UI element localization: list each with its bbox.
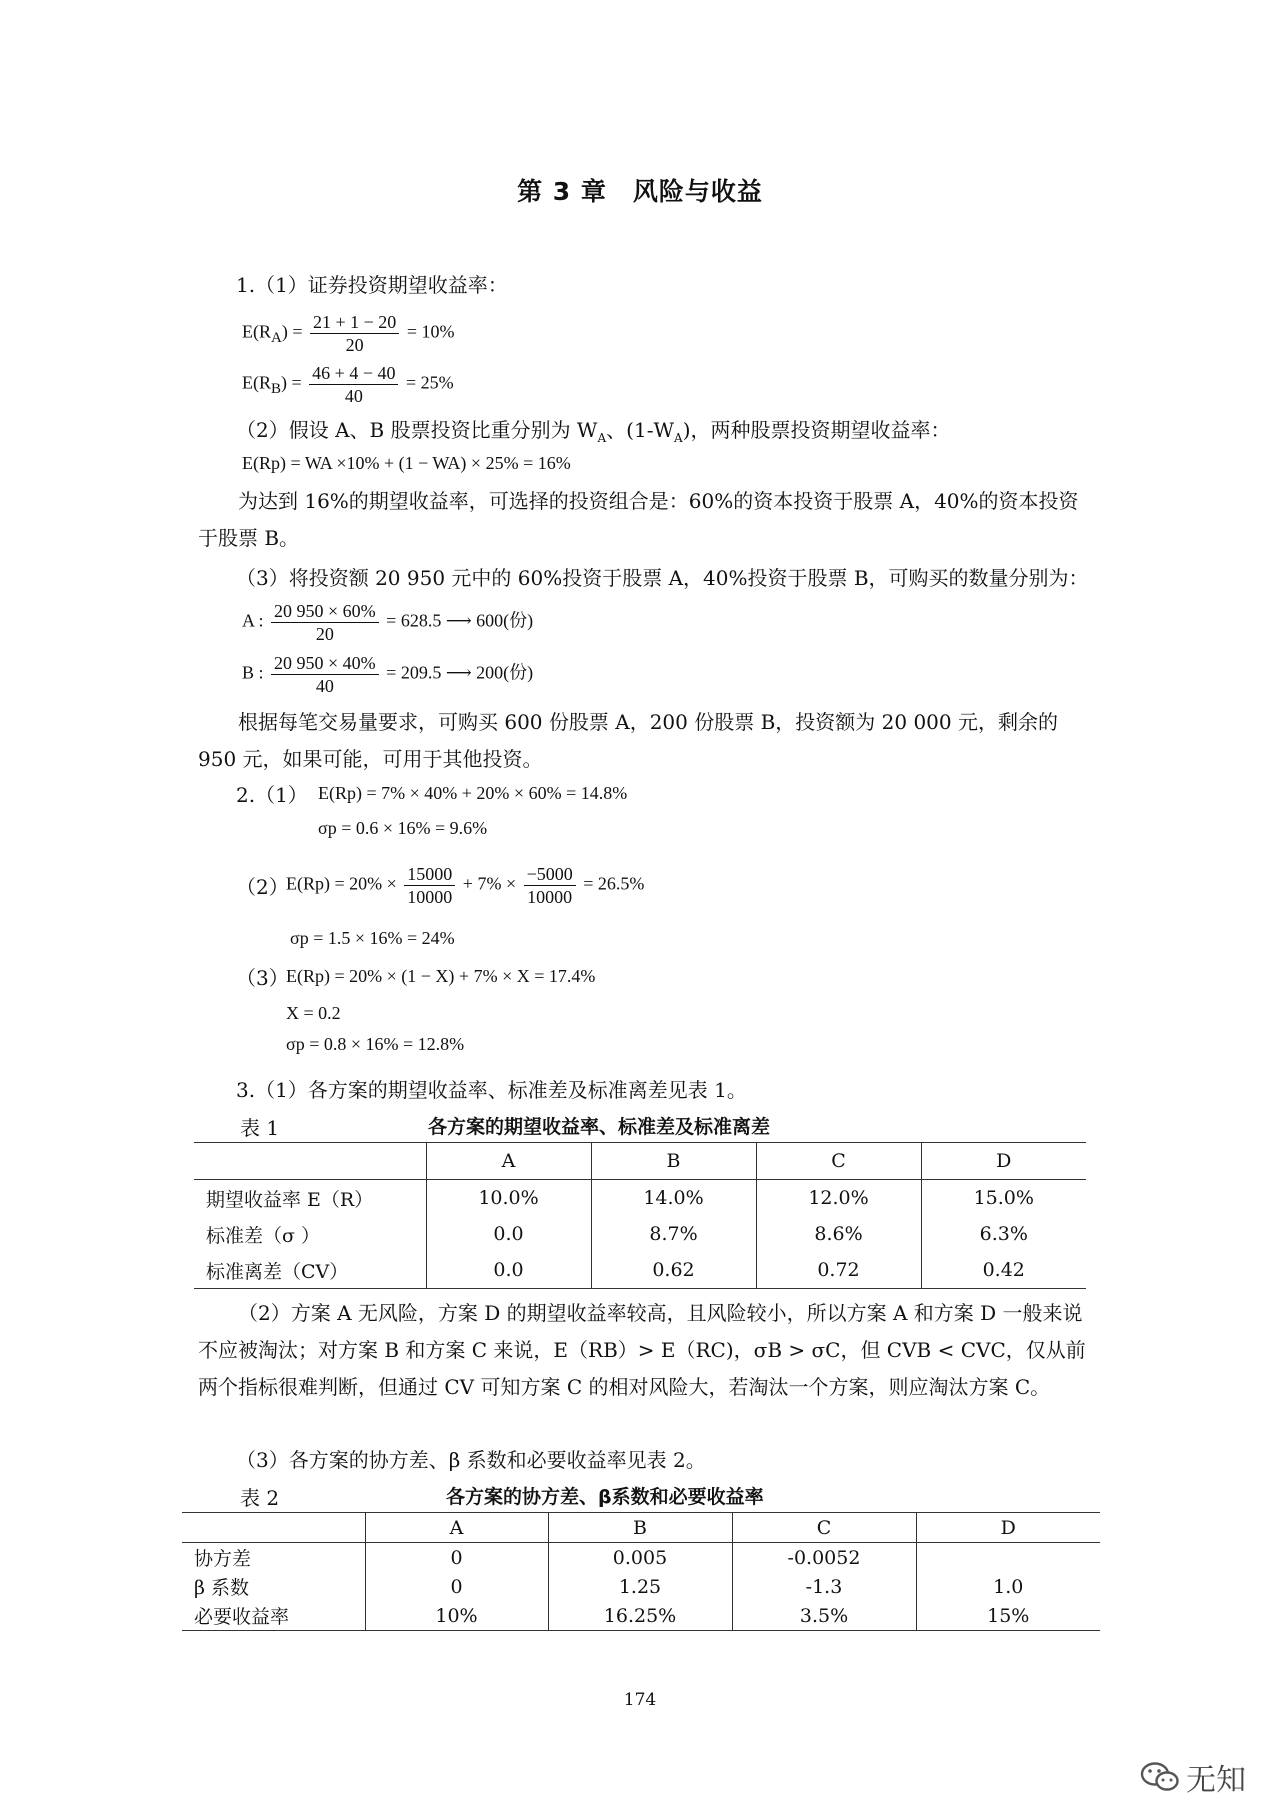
table-row [194, 1180, 1086, 1217]
table-cell: 0.0 [426, 1252, 591, 1289]
table-cell: 6.3% [921, 1216, 1086, 1252]
table-cell: 12.0% [756, 1180, 921, 1217]
table-cell: 14.0% [591, 1180, 756, 1217]
s1-para1: 为达到 16%的期望收益率，可选择的投资组合是：60%的资本投资于股票 A，40%的资本投资于股票 B。 [198, 489, 1079, 550]
s1-line1: 1.（1）证券投资期望收益率： [236, 273, 508, 297]
table-cell: -0.0052 [732, 1543, 916, 1573]
table-cell: 0 [365, 1543, 548, 1573]
s2-p1-eq2: σp = 0.6 × 16% = 9.6% [318, 818, 488, 838]
table-row [182, 1543, 1100, 1573]
table-row [182, 1572, 1100, 1601]
erp-equation: E(Rp) = WA ×10% + (1 − WA) × 25% = 16% [242, 453, 571, 473]
table-row [182, 1601, 1100, 1631]
s2-p3-label: （3） [236, 966, 289, 990]
table-header-cell [194, 1143, 426, 1180]
s3-line4: （3）各方案的协方差、β 系数和必要收益率见表 2。 [236, 1448, 706, 1472]
table-cell: 15% [916, 1601, 1100, 1631]
table-header-cell: D [921, 1143, 1086, 1180]
table-cell: 0.0 [426, 1216, 591, 1252]
table-row [194, 1252, 1086, 1289]
table-header-cell: A [365, 1513, 548, 1543]
table1 [194, 1142, 1086, 1289]
s2-p3-eq1: E(Rp) = 20% × (1 − X) + 7% × X = 17.4% [286, 966, 596, 986]
erb-formula: $E(R_B)$ = $\frac{46 + 4 - 40}{40}$ = 25% [242, 363, 454, 406]
s1-line3: （3）将投资额 20 950 元中的 60%投资于股票 A，40%投资于股票 B，可购买的数量分别为： [236, 566, 1089, 590]
era-formula: $E(R_A)$ = $\frac{21 + 1 - 20}{20}$ = 10% [242, 312, 455, 355]
table1-caption: 表 1 [240, 1116, 280, 1140]
table-header-cell: C [732, 1513, 916, 1543]
table-header-cell: C [756, 1143, 921, 1180]
s2-p2-label: （2） [236, 875, 289, 899]
table-cell: 8.6% [756, 1216, 921, 1252]
table-cell: 协方差 [194, 1548, 252, 1570]
table-cell: 0.72 [756, 1252, 921, 1289]
wechat-icon [1140, 1760, 1180, 1794]
table-cell: 期望收益率 E（R） [206, 1188, 374, 1211]
table-cell: 10.0% [426, 1180, 591, 1217]
table-header-cell [182, 1513, 365, 1543]
table-header-cell: B [548, 1513, 732, 1543]
table-row [194, 1216, 1086, 1252]
table-cell: 标准离差（CV） [194, 1252, 426, 1289]
table-cell [916, 1543, 1100, 1573]
s2-p1-label: 2.（1） [236, 783, 308, 807]
b-shares-formula: B : $\frac{20 950 \times 40\%}{40}$ = 209.5 ⟶ 200(份) [242, 653, 534, 696]
s3-para3: （2）方案 A 无风险，方案 D 的期望收益率较高，且风险较小，所以方案 A 和方案 D 一般来说不应被淘汰；对方案 B 和方案 C 来说，E（RB）> E（RC)，σB > σC，但 CVB < CVC，仅从前两个指标很难判断，但通过 CV 可知方案 C 的相对风险大，若淘汰一个方案，则应淘汰方案 C。 [198, 1301, 1086, 1399]
table-header-cell: D [916, 1513, 1100, 1543]
table-cell: 1.0 [916, 1572, 1100, 1601]
table-header-cell: B [591, 1143, 756, 1180]
s2-p2-eq2: σp = 1.5 × 16% = 24% [290, 928, 455, 948]
table-cell: 必要收益率 [182, 1601, 365, 1631]
table-cell: 1.25 [548, 1572, 732, 1601]
table-cell: 3.5% [732, 1601, 916, 1631]
s2-p2-eq1: E(Rp) = 20% × $\frac{15000}{10000}$ + 7% × $\frac{-5000}{10000}$ = 26.5% [286, 864, 645, 907]
s2-p3-eq3: σp = 0.8 × 16% = 12.8% [286, 1034, 465, 1054]
table-cell: 0.005 [548, 1543, 732, 1573]
page-number: 174 [623, 1690, 657, 1710]
table-header-row [182, 1513, 1100, 1543]
table-cell: 标准差（σ ） [206, 1224, 321, 1247]
table-cell: 0.42 [921, 1252, 1086, 1289]
table-cell: 10% [365, 1601, 548, 1631]
table-cell: 8.7% [591, 1216, 756, 1252]
a-shares-formula: A : $\frac{20 950 \times 60\%}{20}$ = 628.5 ⟶ 600(份) [242, 601, 534, 644]
s1-para2: 根据每笔交易量要求，可购买 600 份股票 A，200 份股票 B，投资额为 20 000 元，剩余的 950 元，如果可能，可用于其他投资。 [198, 710, 1058, 771]
table2-caption: 表 2 [240, 1486, 280, 1510]
watermark-text: 无知 [1186, 1763, 1246, 1798]
table-cell: 15.0% [921, 1180, 1086, 1217]
watermark [1140, 1755, 1246, 1799]
table-cell: 0 [365, 1572, 548, 1601]
s1-line2: （2）假设 A、B 股票投资比重分别为 $W_A$、$(1-W_A)$，两种股票投资期望收益率： [236, 418, 951, 445]
table2-title: 各方案的协方差、β系数和必要收益率 [446, 1486, 764, 1508]
s2-p3-eq2: X = 0.2 [286, 1003, 341, 1023]
table-cell: -1.3 [732, 1572, 916, 1601]
s2-p1-eq1: E(Rp) = 7% × 40% + 20% × 60% = 14.8% [318, 783, 628, 803]
table-cell: 16.25% [548, 1601, 732, 1631]
table-header-cell: A [426, 1143, 591, 1180]
table2 [182, 1512, 1100, 1631]
table-cell: β 系数 [194, 1577, 250, 1599]
s3-line1: 3.（1）各方案的期望收益率、标准差及标准离差见表 1。 [236, 1078, 747, 1102]
chapter-title: 第 3 章 风险与收益 [517, 177, 763, 206]
table-cell: 0.62 [591, 1252, 756, 1289]
table1-title: 各方案的期望收益率、标准差及标准离差 [428, 1116, 771, 1138]
table-header-row [194, 1143, 1086, 1180]
